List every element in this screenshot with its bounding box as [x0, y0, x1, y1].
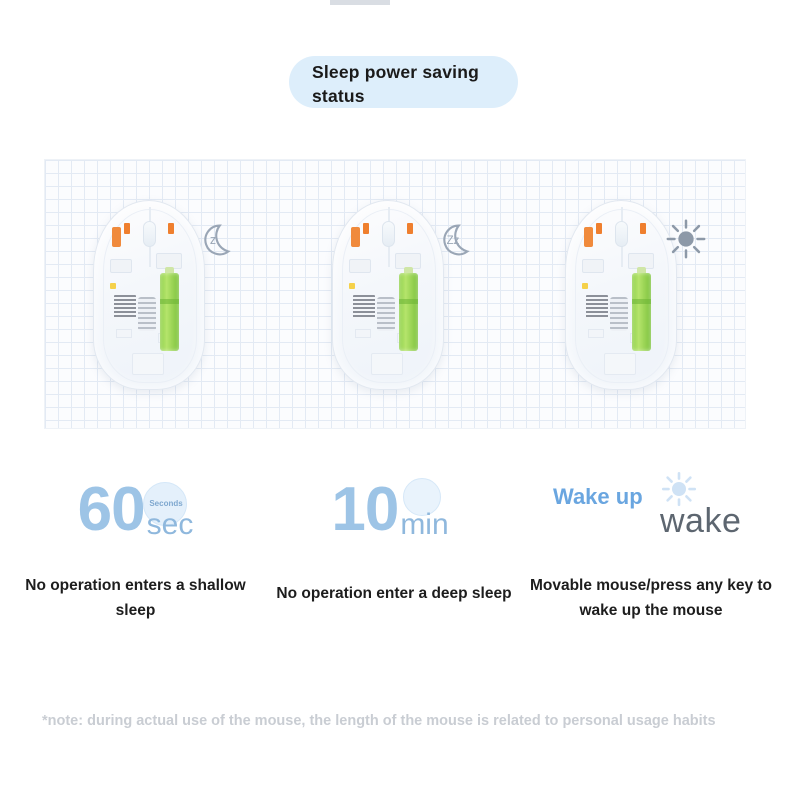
scroll-wheel: [615, 221, 628, 247]
pcb-chip: [353, 295, 375, 319]
pcb-small-part-left: [116, 329, 132, 338]
sun-icon: [663, 216, 709, 262]
pcb-led-indicator: [582, 283, 588, 289]
caption-shallow-sleep: No operation enters a shallow sleep: [25, 577, 246, 619]
pcb-coil: [138, 297, 156, 331]
page-title: Sleep power saving status: [312, 62, 479, 106]
mouse-stage-shallow-sleep: [83, 182, 233, 412]
caption-deep-sleep: No operation enter a deep sleep: [276, 585, 512, 602]
metric-number-60: 60: [77, 475, 145, 544]
scroll-wheel: [382, 221, 395, 247]
pcb-coil: [610, 297, 628, 331]
metric-deep-sleep: [270, 477, 510, 543]
top-edge-fragment: [330, 0, 390, 5]
metric-unit-min: min: [400, 508, 449, 541]
mouse-body: [93, 200, 205, 390]
footnote: *note: during actual use of the mouse, the length of the mouse is related to personal usage habits: [42, 713, 716, 729]
pcb-orange-switch-right: [168, 223, 174, 234]
mouse-illustration-panel: [44, 159, 746, 429]
mouse-stage-wake-up: [555, 182, 705, 412]
battery-band: [160, 299, 179, 304]
pcb-module-left: [110, 259, 132, 273]
pcb-chip: [586, 295, 608, 319]
battery-cell: [399, 273, 418, 351]
battery-cell: [632, 273, 651, 351]
pcb-coil: [377, 297, 395, 331]
mouse-body: [565, 200, 677, 390]
pcb-orange-switch-left: [596, 223, 602, 234]
pcb-orange-switch-left: [363, 223, 369, 234]
mouse-stage-deep-sleep: [322, 182, 472, 412]
battery-cell: [160, 273, 179, 351]
svg-text:z: z: [209, 232, 217, 247]
scroll-wheel: [143, 221, 156, 247]
battery-band: [399, 299, 418, 304]
mouse-sensor-base: [604, 353, 636, 375]
pcb-small-part-left: [588, 329, 604, 338]
moon-zz-icon: [430, 216, 476, 262]
mouse-sensor-base: [132, 353, 164, 375]
metric-shallow-sleep: [18, 477, 253, 543]
pcb-small-part-left: [355, 329, 371, 338]
moon-z-icon: [191, 216, 237, 262]
pcb-orange-component: [112, 227, 121, 247]
pcb-led-indicator: [110, 283, 116, 289]
pcb-module-left: [349, 259, 371, 273]
pcb-orange-switch-right: [640, 223, 646, 234]
pcb-orange-component: [584, 227, 593, 247]
pcb-orange-component: [351, 227, 360, 247]
caption-wake-up: Movable mouse/press any key to wake up the mouse: [529, 577, 773, 619]
metric-label-wake-up: Wake up: [553, 484, 643, 509]
battery-band: [632, 299, 651, 304]
mouse-sensor-base: [371, 353, 403, 375]
mouse-body: [332, 200, 444, 390]
svg-text:Zz: Zz: [446, 234, 460, 247]
pcb-orange-switch-right: [407, 223, 413, 234]
metric-unit-wake: wake: [660, 502, 742, 540]
seconds-badge-label: Seconds: [149, 499, 183, 508]
pcb-chip: [114, 295, 136, 319]
metric-unit-sec: sec: [146, 508, 194, 541]
pcb-led-indicator: [349, 283, 355, 289]
metric-number-10: 10: [331, 475, 399, 544]
pcb-module-left: [582, 259, 604, 273]
pcb-orange-switch-left: [124, 223, 130, 234]
